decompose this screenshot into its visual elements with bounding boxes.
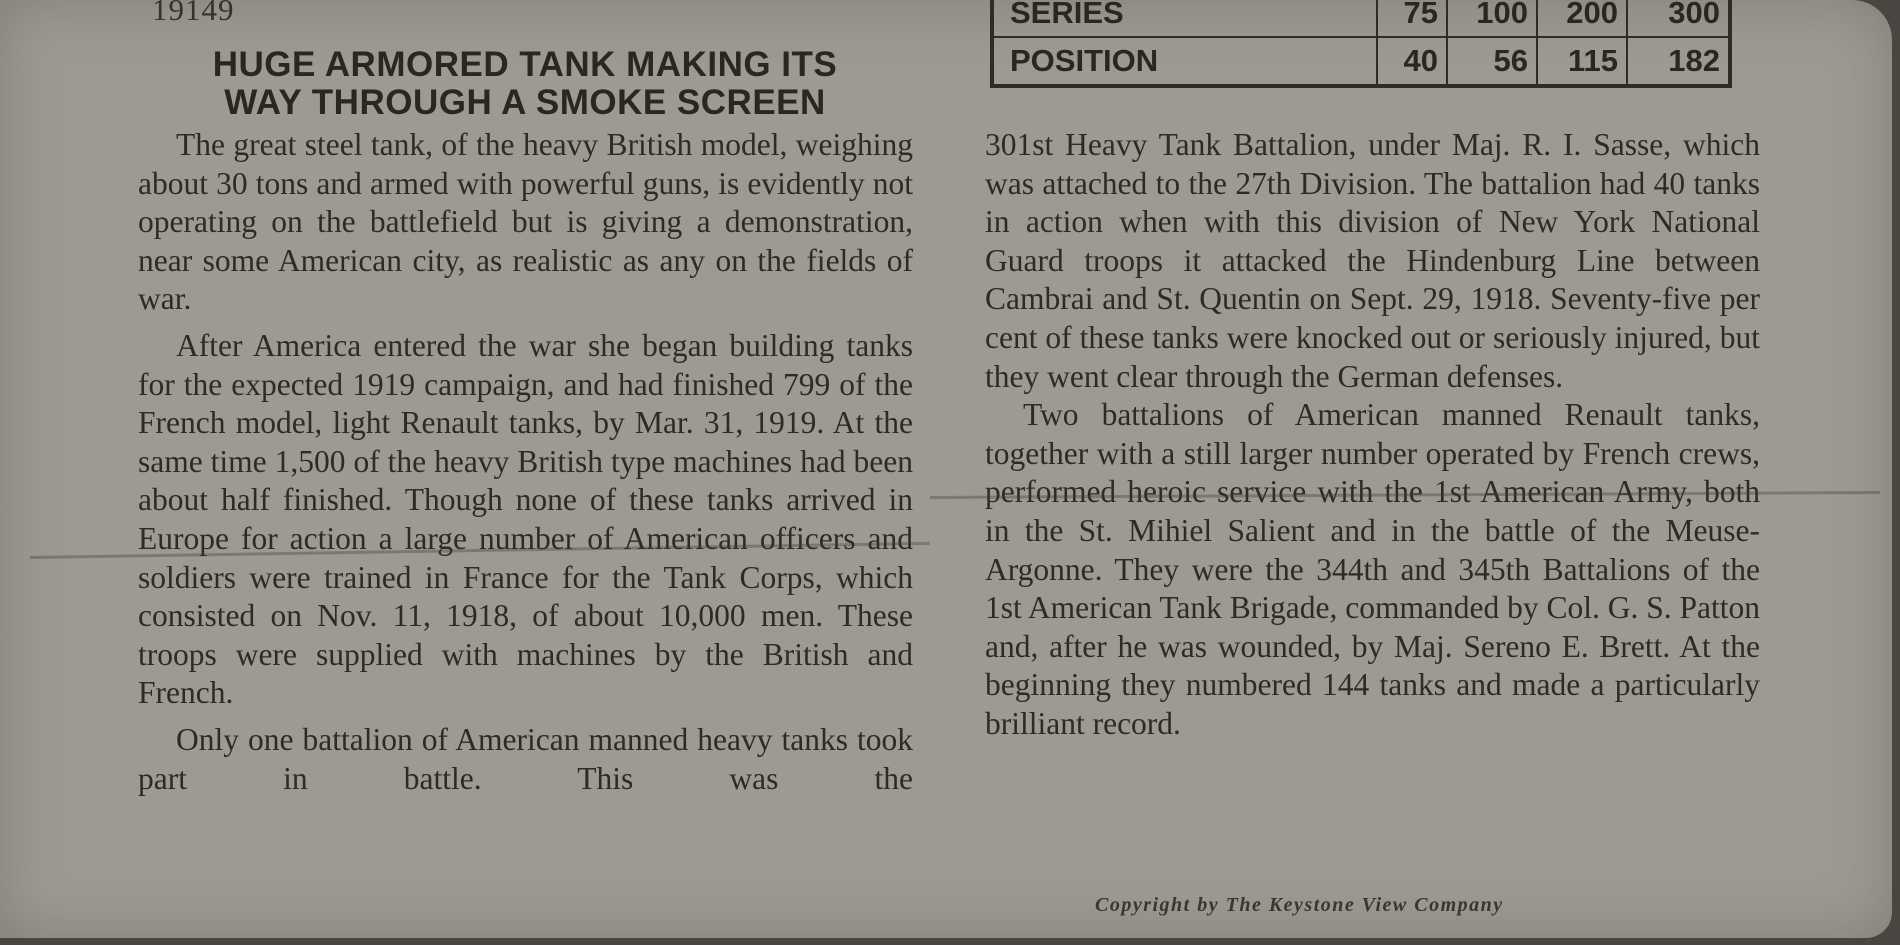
position-value-2: 56 [1447, 37, 1537, 86]
headline-line-2: WAY THROUGH A SMOKE SCREEN [224, 83, 826, 122]
catalog-number: 19149 [152, 0, 235, 27]
position-value-4: 182 [1627, 37, 1730, 86]
position-label: POSITION [992, 37, 1377, 86]
series-value-3: 200 [1537, 0, 1627, 37]
left-text-column [138, 126, 913, 798]
right-text-column [985, 126, 1760, 744]
series-value-1: 75 [1377, 0, 1447, 37]
paragraph: 301st Heavy Tank Battalion, under Maj. R. I. Sasse, which was attached to the 27th Division. The battalion had 40 tanks in action when with this division of New York National Guard troops it attacked the Hindenburg Line between Cambrai and St. Quentin on Sept. 29, 1918. Seventy-five per cent of these tanks were knocked out or seriously injured, but they went clear through the German defenses. [985, 127, 1760, 394]
series-label: SERIES [992, 0, 1377, 37]
series-value-2: 100 [1447, 0, 1537, 37]
table-row-position [992, 37, 1730, 86]
table-row-series [992, 0, 1730, 37]
copyright-line: Copyright by The Keystone View Company [1095, 894, 1504, 916]
paragraph: After America entered the war she began building tanks for the expected 1919 campaign, and had finished 799 of the French model, light Renault tanks, by Mar. 31, 1919. At the same time 1,500 of the heavy British type machines had been about half finished. Though none of these tanks arrived in Europe for action a large number of American officers and soldiers were trained in France for the Tank Corps, which consisted on Nov. 11, 1918, of about 10,000 men. These troops were supplied with machines by the British and French. [138, 327, 913, 711]
position-value-1: 40 [1377, 37, 1447, 86]
headline [130, 46, 920, 122]
paragraph: The great steel tank, of the heavy British model, weighing about 30 tons and armed with powerful guns, is evidently not operating on the battlefield but is giving a demonstration, near some American city, as realistic as any on the fields of war. [138, 127, 913, 317]
paragraph: Only one battalion of American manned heavy tanks took part in battle. This was the [138, 721, 913, 796]
headline-line-1: HUGE ARMORED TANK MAKING ITS [212, 45, 838, 84]
series-position-table [990, 0, 1732, 88]
position-value-3: 115 [1537, 37, 1627, 86]
paragraph: Two battalions of American manned Renault tanks, together with a still larger number operated by French crews, performed heroic service with the 1st American Army, both in the St. Mihiel Salient and in the battle of the Meuse-Argonne. They were the 344th and 345th Battalions of the 1st American Tank Brigade, commanded by Col. G. S. Patton and, after he was wounded, by Maj. Sereno E. Brett. At the beginning they numbered 144 tanks and made a particularly brilliant record. [985, 397, 1760, 741]
series-value-4: 300 [1627, 0, 1730, 37]
